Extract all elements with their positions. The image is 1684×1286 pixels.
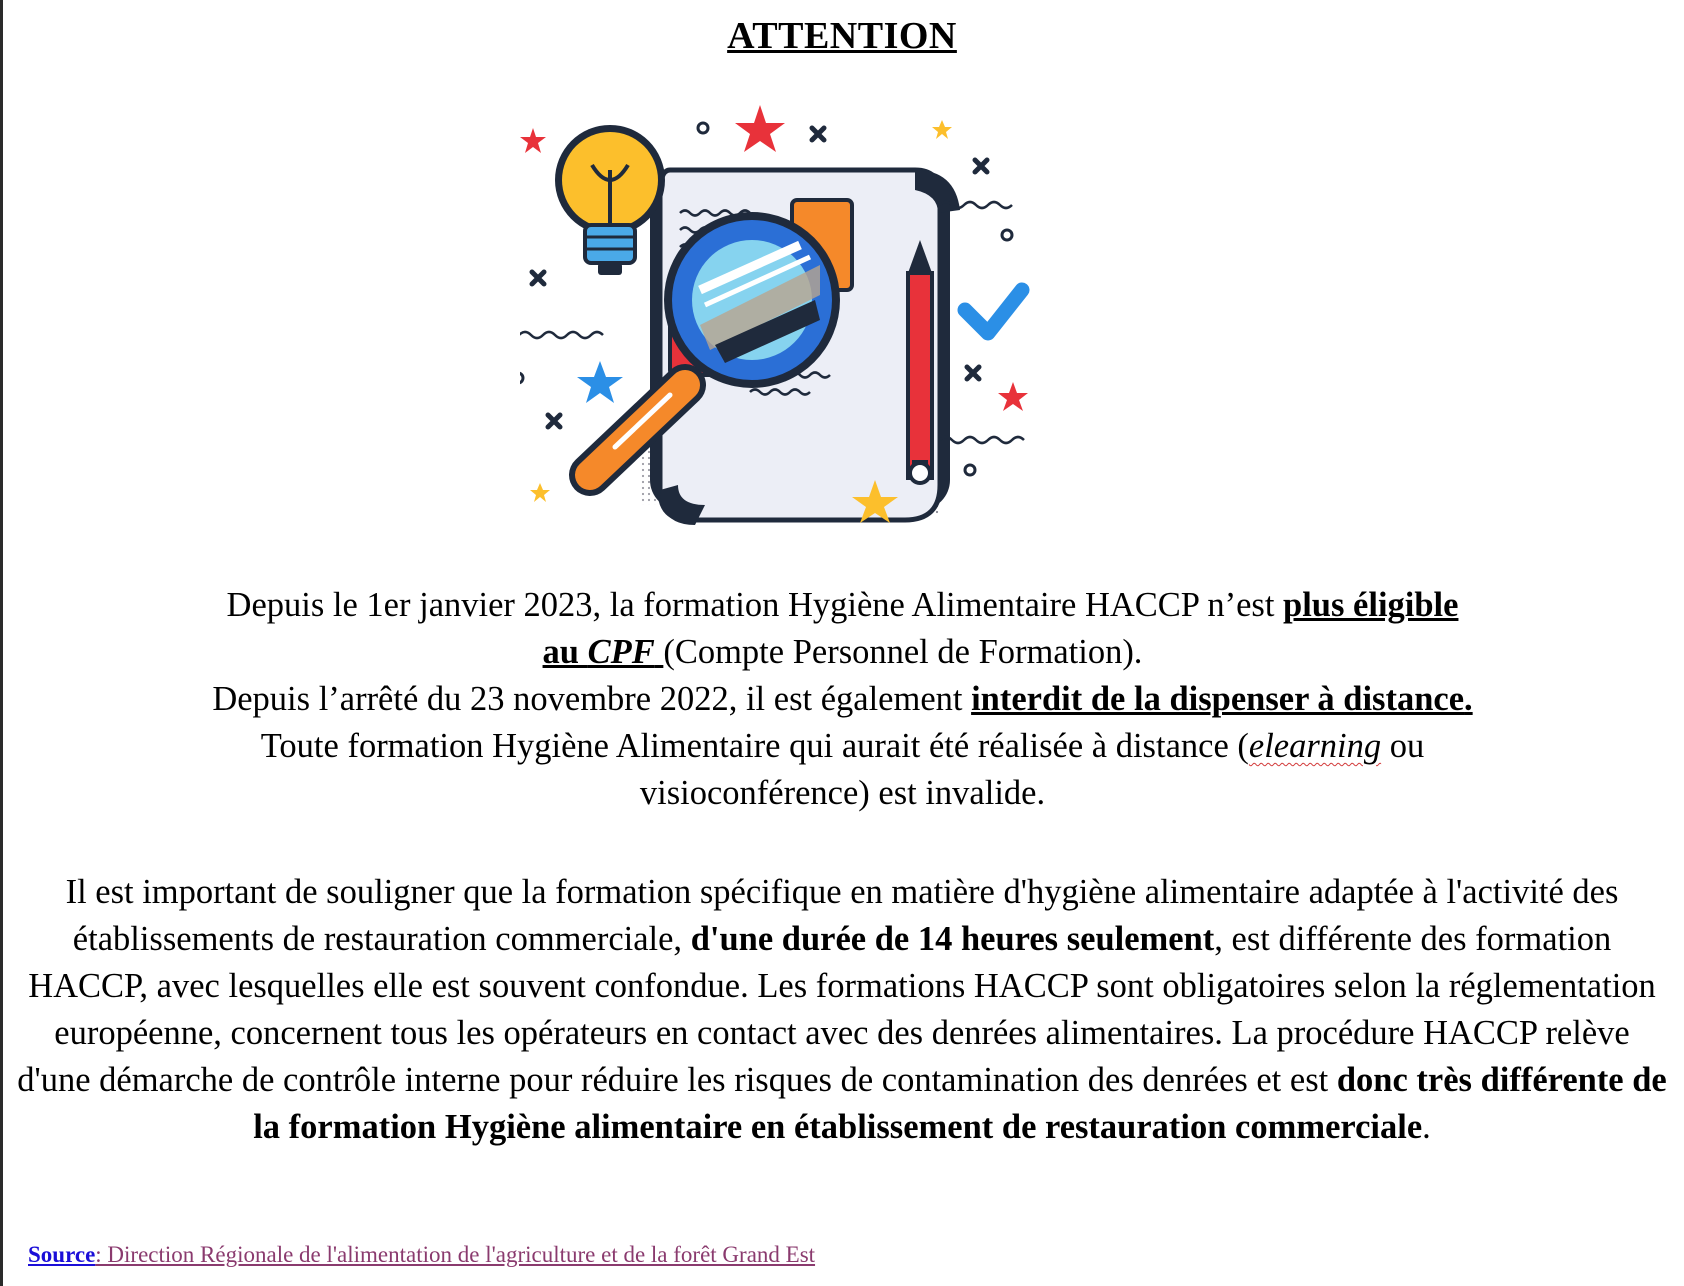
text-run: ou (1381, 727, 1425, 765)
emphasis-cpf (543, 633, 664, 671)
notice-line-2 (60, 629, 1625, 676)
star-icon (577, 361, 623, 403)
pencil-icon (908, 240, 932, 483)
text-run: Depuis le 1er janvier 2023, la formation Hygiène Alimentaire HACCP n’est (226, 586, 1284, 624)
notice-line-1 (60, 582, 1625, 629)
text-run: . (1464, 680, 1473, 718)
star-icon (998, 382, 1028, 411)
emphasis-forbidden-remote (971, 680, 1473, 718)
text-run: Il est important de souligner que la formation spécifique en matière d'hygiène alimentaire adaptée à l'activité des établissements de restauration commerciale, (65, 873, 1619, 958)
source-link[interactable]: : Direction Régionale de l'alimentation de l'agriculture et de la forêt Grand Est (95, 1242, 816, 1267)
star-icon (520, 128, 546, 153)
page-title: ATTENTION (727, 15, 957, 57)
cpf-acronym: CPF (587, 633, 655, 671)
text-run: au (542, 633, 588, 671)
emphasis-duration: d'une durée de 14 heures seulement (690, 920, 1215, 958)
page-left-border (0, 0, 3, 1286)
explanation-paragraph (14, 869, 1670, 1151)
text-run: , est différente des formation HACCP, avec lesquelles elle est souvent confondue. Les formations HACCP sont obligatoires selon la réglementation européenne, concernent tous les opérateurs en contact avec des denrées alimentaires. La procédure HACCP relève d'une démarche de contrôle interne pour réduire les risques de contamination des denrées et est (17, 920, 1656, 1099)
text-run: Depuis l’arrêté du 23 novembre 2022, il est également (212, 680, 972, 718)
star-icon (530, 483, 550, 502)
star-icon (735, 105, 785, 152)
emphasis-not-eligible: plus éligible (1283, 586, 1459, 624)
emphasis-difference: donc très différente de la formation Hygiène alimentaire en établissement de restauration commerciale (253, 1061, 1667, 1146)
notice-line-5: visioconférence) est invalide. (639, 774, 1046, 812)
notice-line-3 (60, 676, 1625, 723)
source-line (28, 1242, 815, 1268)
notice-line-4 (60, 723, 1625, 770)
notice-paragraph (60, 582, 1625, 817)
source-label[interactable]: Source (28, 1242, 96, 1267)
text-run: Toute formation Hygiène Alimentaire qui aurait été réalisée à distance ( (260, 727, 1249, 765)
lightbulb-icon (555, 125, 665, 275)
text-run: interdit de la dispenser à distance (971, 680, 1465, 718)
text-run: (Compte Personnel de Formation). (663, 633, 1143, 671)
elearning-word: elearning (1248, 727, 1382, 765)
check-icon (965, 290, 1022, 333)
star-icon (932, 120, 952, 139)
document-search-illustration (520, 95, 1120, 575)
text-run: . (1422, 1108, 1431, 1146)
